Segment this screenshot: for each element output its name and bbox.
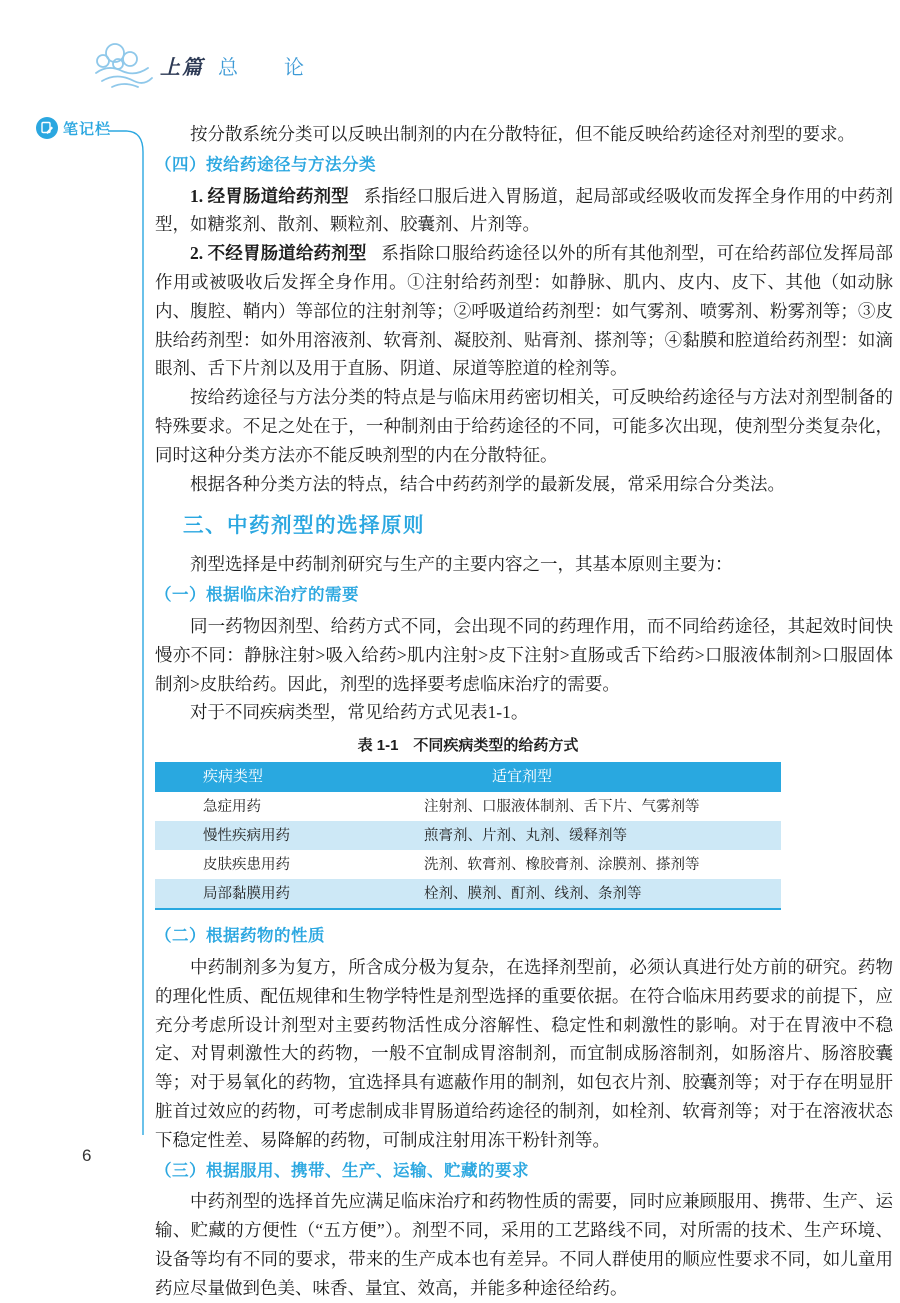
- heading-selection-principles: 三、中药剂型的选择原则: [183, 515, 425, 538]
- paragraph-clinical-need: 同一药物因剂型、给药方式不同，会出现不同的药理作用，而不同给药途径，其起效时间快慢亦不同：静脉注射>吸入给药>肌内注射>皮下注射>直肠或舌下给药>口服液体制剂>口服固体制剂>皮肤给药。因此，剂型的选择要考虑临床治疗的需要。: [155, 615, 893, 694]
- paragraph-classification-feature: 按给药途径与方法分类的特点是与临床用药密切相关，可反映给药途径与方法对剂型制备的特殊要求。不足之处在于，一种制剂由于给药途径的不同，可能多次出现，使剂型分类复杂化，同时这种分类方法亦不能反映剂型的内在分散特征。: [155, 387, 893, 465]
- paragraph-selection-intro: 剂型选择是中药制剂研究与生产的主要内容之一，其基本原则主要为：: [190, 554, 733, 575]
- paragraph-drug-properties: 中药制剂多为复方，所含成分极为复杂，在选择剂型前，必须认真进行处方前的研究。药物的理化性质、配伍规律和生物学特性是剂型选择的重要依据。在符合临床用药要求的前提下，应充分考虑所设计剂型对主要药物活性成分溶解性、稳定性和刺激性的影响。对于在胃液中不稳定、对胃刺激性大的药物，一般不宜制成胃溶制剂，而宜制成肠溶制剂，如肠溶片、肠溶胶囊等；对于易氧化的药物，宜选择具有遮蔽作用的制剂，如包衣片剂、胶囊剂等；对于存在明显肝脏首过效应的药物，可考虑制成非胃肠道给药途径的制剂，如栓剂、软膏剂等；对于在溶液状态下稳定性差、易降解的药物，可制成注射用冻干粉针剂等。: [155, 956, 893, 1150]
- paragraph-comprehensive-method: 根据各种分类方法的特点，结合中药药剂学的最新发展，常采用综合分类法。: [190, 473, 785, 494]
- paragraph-table-reference: 对于不同疾病类型，常见给药方式见表1-1。: [190, 702, 529, 723]
- part-title: 总 论: [218, 56, 306, 79]
- gi-dosage-lead: 1. 经胃肠道给药剂型: [190, 185, 349, 206]
- note-pencil-icon: [36, 117, 58, 139]
- note-column-label: [36, 117, 111, 139]
- page-content: [155, 120, 893, 1303]
- column-header-disease-type: 疾病类型: [155, 762, 422, 792]
- paragraph-dispersion-note: 按分散系统分类可以反映出制剂的内在分散特征，但不能反映给药途径对剂型的要求。: [190, 124, 855, 144]
- heading-five-conveniences: （三）根据服用、携带、生产、运输、贮藏的要求: [155, 1161, 529, 1180]
- cell-dosage: 洗剂、软膏剂、橡胶膏剂、涂膜剂、搽剂等: [424, 856, 700, 873]
- nongi-dosage-lead: 2. 不经胃肠道给药剂型: [190, 243, 367, 264]
- table-header-row: [155, 762, 781, 792]
- paragraph-gi-dosage-forms: [155, 182, 893, 240]
- heading-route-classification: （四）按给药途径与方法分类: [155, 155, 376, 174]
- table-row: [155, 792, 781, 821]
- table-caption: 表 1-1 不同疾病类型的给药方式: [357, 737, 579, 755]
- column-header-suitable-forms: 适宜剂型: [422, 762, 781, 792]
- note-margin-line: [30, 112, 160, 1147]
- table-row: [155, 850, 781, 879]
- table-row: [155, 879, 781, 909]
- note-column-text: 笔记栏: [63, 120, 112, 138]
- gi-dosage-text: 系指经口服后进入胃肠道，起局部或经吸收而发挥全身作用的中药剂型，如糖浆剂、散剂、颗粒剂、胶囊剂、片剂等。: [155, 185, 894, 235]
- heading-drug-properties: （二）根据药物的性质: [155, 927, 325, 946]
- part-label: 上篇: [160, 56, 204, 79]
- cell-dosage: 煎膏剂、片剂、丸剂、缓释剂等: [424, 827, 627, 844]
- cloud-motif-icon: [88, 38, 156, 92]
- paragraph-five-conveniences: 中药剂型的选择首先应满足临床治疗和药物性质的需要，同时应兼顾服用、携带、生产、运输、贮藏的方便性（“五方便”）。剂型不同，采用的工艺路线不同，对所需的技术、生产环境、设备等均有不同的要求，带来的生产成本也有差异。不同人群使用的顺应性要求不同，如儿童用药应尽量做到色美、味香、量宜、效高，并能多种途径给药。: [155, 1191, 893, 1298]
- cell-disease: 慢性疾病用药: [203, 827, 290, 844]
- cell-dosage: 注射剂、口服液体制剂、舌下片、气雾剂等: [424, 798, 700, 815]
- cell-disease: 皮肤疾患用药: [203, 856, 290, 873]
- table-row: [155, 821, 781, 850]
- heading-clinical-need: （一）根据临床治疗的需要: [155, 586, 359, 605]
- page-number: 6: [82, 1146, 92, 1165]
- cell-disease: 急症用药: [203, 798, 261, 815]
- nongi-dosage-text: 系指除口服给药途径以外的所有其他剂型，可在给药部位发挥局部作用或被吸收后发挥全身作用。①注射给药剂型：如静脉、肌内、皮内、皮下、其他（如动脉内、腹腔、鞘内）等部位的注射剂等；②呼吸道给药剂型：如气雾剂、喷雾剂、粉雾剂等；③皮肤给药剂型：如外用溶液剂、软膏剂、凝胶剂、贴膏剂、搽剂等；④黏膜和腔道给药剂型：如滴眼剂、舌下片剂以及用于直肠、阴道、尿道等腔道的栓剂等。: [155, 243, 894, 379]
- cell-disease: 局部黏膜用药: [203, 885, 290, 902]
- cell-dosage: 栓剂、膜剂、酊剂、线剂、条剂等: [424, 885, 642, 902]
- paragraph-nongi-dosage-forms: [155, 239, 893, 383]
- page-header: [88, 38, 306, 92]
- dosage-form-table: [155, 762, 781, 910]
